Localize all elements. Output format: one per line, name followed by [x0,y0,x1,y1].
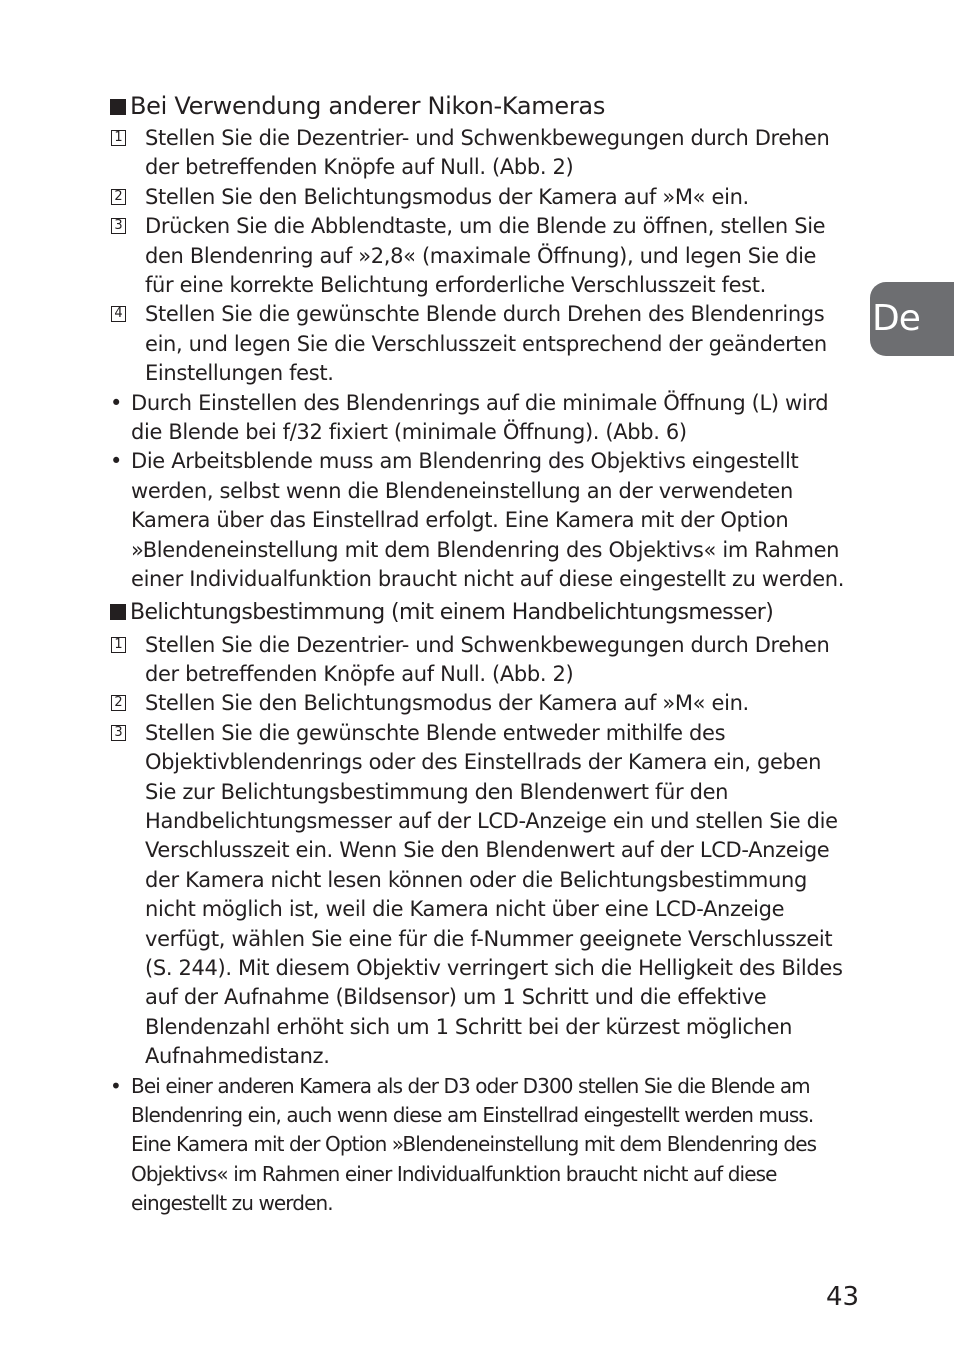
step-number-box: 1 [111,130,126,146]
step-number-box: 4 [111,306,126,322]
section-heading-other-nikon-cameras [110,90,848,122]
step-item [110,183,848,212]
section-title: Belichtungsbestimmung (mit einem Handbelichtungsmesser) [130,599,774,625]
step-text: Stellen Sie den Belichtungsmodus der Kamera auf »M« ein. [145,184,749,209]
bullet-dot-icon: • [110,449,123,474]
step-text: Stellen Sie die Dezentrier- und Schwenkbewegungen durch Drehen der betreffenden Knöpfe auf Null. ( [145,126,830,180]
step-item [110,719,848,1072]
step-number-box: 3 [111,218,126,234]
step-text-tail: ) [565,661,574,686]
figure-reference: Abb. 2 [499,661,566,686]
section-title: Bei Verwendung anderer Nikon-Kameras [130,92,606,120]
language-tab-de: De [870,282,954,356]
step-number-box: 3 [111,725,126,741]
figure-reference: Abb. 6 [613,420,679,445]
bullet-item [110,389,848,448]
step-item [110,300,848,388]
bullet-text: Durch Einstellen des Blendenrings auf die minimale Öffnung (L) wird die Blende bei f/32 fixiert (minimale Öffnung). ( [131,390,829,445]
step-number-box: 1 [111,637,126,653]
step-number-box: 2 [111,695,126,711]
page-content [110,90,848,1219]
step-item [110,689,848,718]
bullet-dot-icon: • [110,390,123,415]
square-bullet-icon [110,604,126,620]
step-number-box: 2 [111,189,126,205]
bullet-dot-icon: • [110,1073,121,1098]
bullet-text-tail: ) [678,420,687,445]
step-text: Drücken Sie die Abblendtaste, um die Blende zu öffnen, stellen Sie den Blendenring auf »2,8« (maximale Öffnung), und legen Sie die für eine korrekte Belichtung erforderliche Verschlusszeit fest. [145,214,826,298]
page-number: 43 [826,1282,860,1312]
step-item [110,212,848,300]
bullet-text: Bei einer anderen Kamera als der D3 oder D300 stellen Sie die Blende am Blendenring ein, auch wenn diese am Einstellrad eingestellt werden muss. Eine Kamera mit der Option »Blendeneinstellung mit dem Blendenring des Objektivs« im Rahmen einer Individualfunktion braucht nicht auf diese eingestellt zu werden. [131,1073,817,1216]
step-text: Stellen Sie den Belichtungsmodus der Kamera auf »M« ein. [145,691,749,716]
step-text-tail: ) [565,155,574,180]
figure-reference: Abb. 2 [499,155,566,180]
section-heading-exposure-metering [110,597,848,629]
step-text: Stellen Sie die gewünschte Blende entweder mithilfe des Objektivblendenrings oder des Einstellrads der Kamera ein, geben Sie zur Belichtungsbestimmung den Blendenwert für den Handbelichtungsmesser auf der LCD-Anzeige ein und stellen Sie die Verschlusszeit ein. Wenn Sie den Blendenwert auf der LCD-Anzeige der Kamera nicht lesen können oder die Belichtungsbestimmung nicht möglich ist, weil die Kamera nicht über eine LCD-Anzeige verfügt, wählen Sie eine für die f-Nummer geeignete Verschlusszeit (S. 244). Mit diesem Objektiv verringert sich die Helligkeit des Bildes auf der Aufnahme (Bildsensor) um 1 Schritt und die effektive Blendenzahl erhöht sich um 1 Schritt bei der kürzest möglichen Aufnahmedistanz. [145,720,843,1069]
bullet-item [110,1072,848,1219]
step-text: Stellen Sie die gewünschte Blende durch Drehen des Blendenrings ein, und legen Sie die Verschlusszeit entsprechend der geänderten Einstellungen fest. [145,302,827,386]
bullet-text: Die Arbeitsblende muss am Blendenring des Objektivs eingestellt werden, selbst wenn die Blendeneinstellung an der verwendeten Kamera über das Einstellrad erfolgt. Eine Kamera mit der Option »Blendeneinstellung mit dem Blendenring des Objektivs« im Rahmen einer Individualfunktion braucht nicht auf diese eingestellt zu werden. [131,449,845,592]
square-bullet-icon [110,99,126,115]
step-item [110,124,848,183]
step-text: Stellen Sie die Dezentrier- und Schwenkbewegungen durch Drehen der betreffenden Knöpfe auf Null. ( [145,632,830,686]
bullet-item [110,447,848,594]
step-item [110,631,848,690]
